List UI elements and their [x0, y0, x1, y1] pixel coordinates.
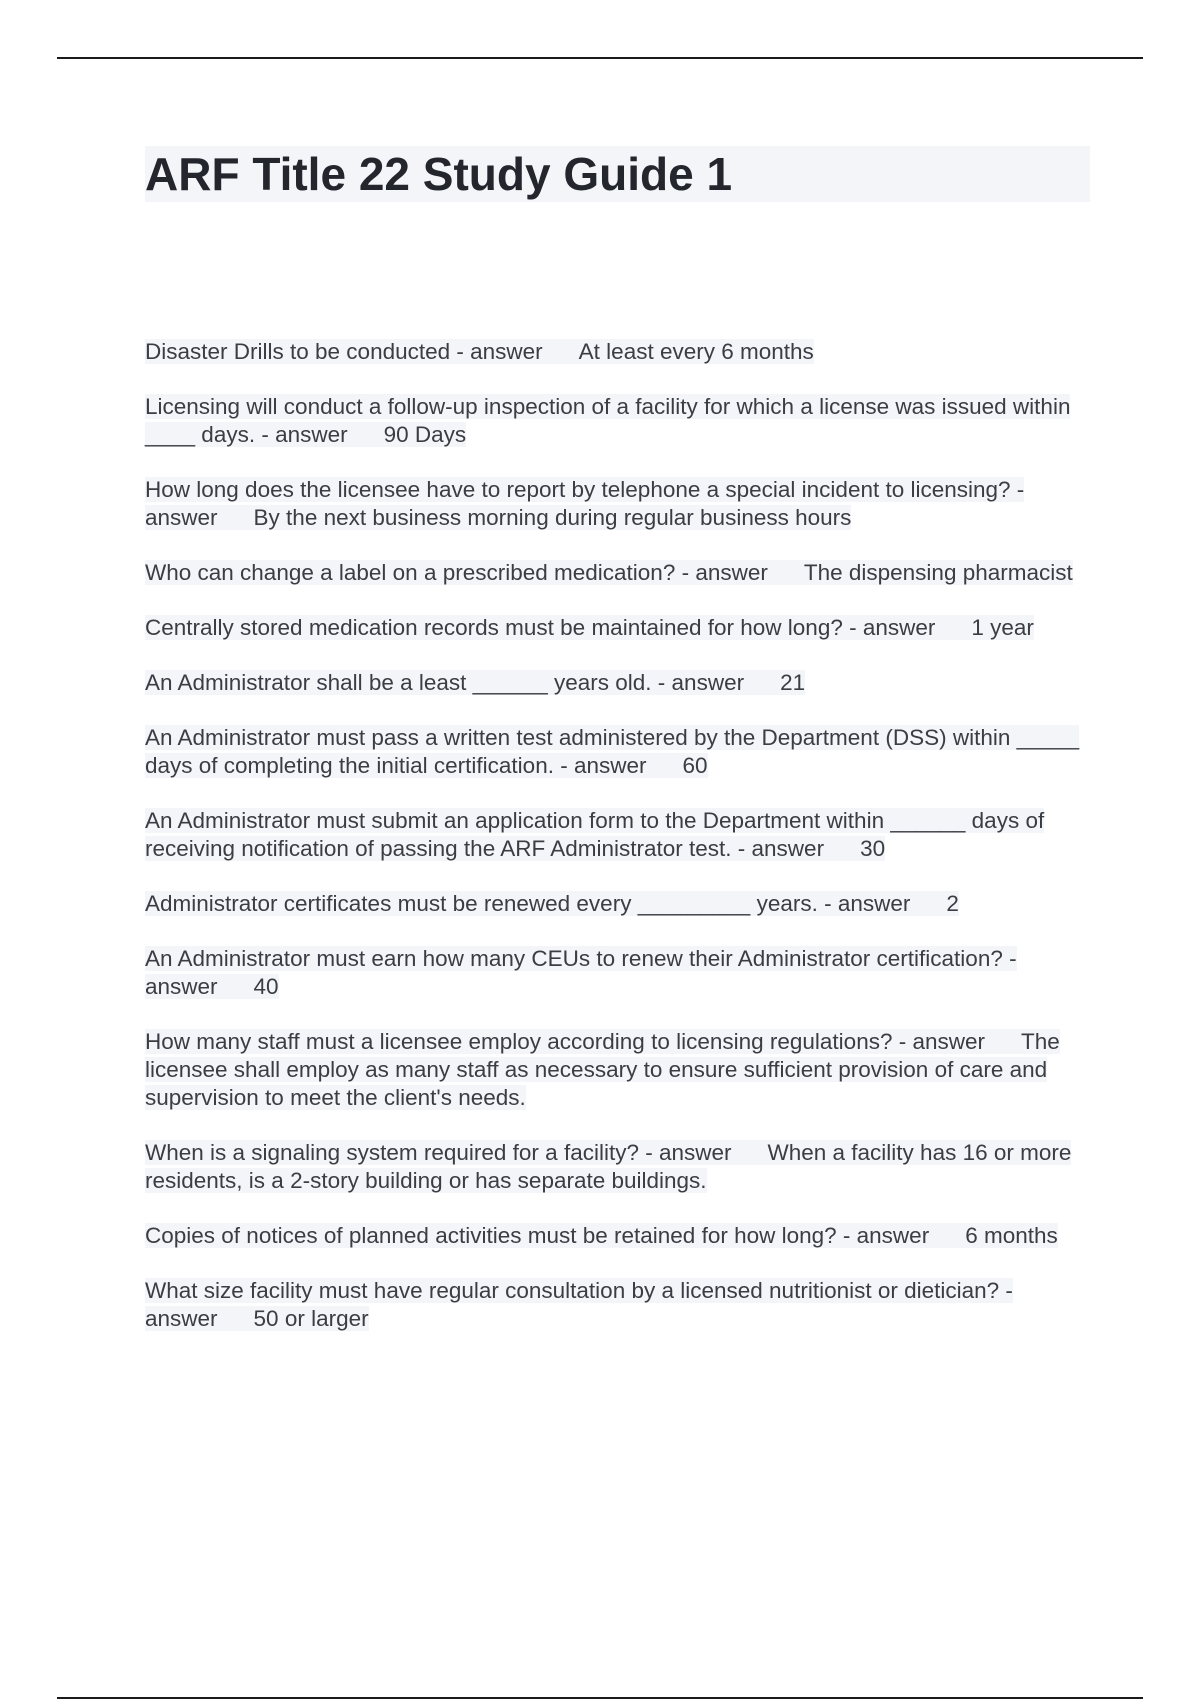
list-item	[145, 338, 1090, 366]
answer-text: The dispensing pharmacist	[803, 560, 1073, 585]
question-text: Disaster Drills to be conducted - answer	[145, 339, 543, 364]
list-item	[145, 393, 1090, 449]
list-item	[145, 614, 1090, 642]
question-text: When is a signaling system required for a facility? - answer	[145, 1140, 732, 1165]
question-text: An Administrator must submit an application form to the Department within ______ days of receiving notification of passing the ARF Administrator test. - answer	[145, 808, 1045, 861]
list-item	[145, 1028, 1090, 1112]
list-item	[145, 945, 1090, 1001]
question-text: An Administrator shall be a least ______ years old. - answer	[145, 670, 745, 695]
list-item	[145, 559, 1090, 587]
answer-text: 6 months	[965, 1223, 1058, 1248]
question-text: Licensing will conduct a follow-up inspection of a facility for which a license was issued within ____ days. - answer	[145, 394, 1071, 447]
answer-text: The licensee shall employ as many staff as necessary to ensure sufficient provision of care and supervision to meet the client's needs.	[145, 1029, 1060, 1110]
page-title: ARF Title 22 Study Guide 1	[145, 146, 1090, 202]
answer-text: 2	[946, 891, 959, 916]
answer-text: By the next business morning during regular business hours	[253, 505, 852, 530]
list-item	[145, 724, 1090, 780]
answer-text: 21	[780, 670, 806, 695]
question-text: Centrally stored medication records must be maintained for how long? - answer	[145, 615, 936, 640]
question-text: Administrator certificates must be renewed every _________ years. - answer	[145, 891, 911, 916]
top-rule	[57, 57, 1143, 59]
answer-text: 50 or larger	[253, 1306, 369, 1331]
answer-text: 90 Days	[383, 422, 467, 447]
answer-text: When a facility has 16 or more residents, is a 2-story building or has separate buildings.	[145, 1140, 1072, 1193]
question-text: An Administrator must pass a written test administered by the Department (DSS) within _____ days of completing the initial certification. - answer	[145, 725, 1080, 778]
question-text: Who can change a label on a prescribed medication? - answer	[145, 560, 768, 585]
bottom-rule	[57, 1697, 1143, 1699]
list-item	[145, 669, 1090, 697]
list-item	[145, 1222, 1090, 1250]
question-text: How many staff must a licensee employ according to licensing regulations? - answer	[145, 1029, 985, 1054]
answer-text: At least every 6 months	[578, 339, 814, 364]
qa-list	[145, 338, 1090, 1360]
question-text: Copies of notices of planned activities must be retained for how long? - answer	[145, 1223, 930, 1248]
list-item	[145, 890, 1090, 918]
answer-text: 60	[682, 753, 708, 778]
answer-text: 30	[860, 836, 886, 861]
list-item	[145, 476, 1090, 532]
list-item	[145, 807, 1090, 863]
question-text: How long does the licensee have to report by telephone a special incident to licensing? - answer	[145, 477, 1025, 530]
answer-text: 1 year	[971, 615, 1034, 640]
list-item	[145, 1139, 1090, 1195]
answer-text: 40	[253, 974, 279, 999]
list-item	[145, 1277, 1090, 1333]
question-text: An Administrator must earn how many CEUs to renew their Administrator certification? - answer	[145, 946, 1017, 999]
question-text: What size facility must have regular consultation by a licensed nutritionist or dietician? - answer	[145, 1278, 1013, 1331]
